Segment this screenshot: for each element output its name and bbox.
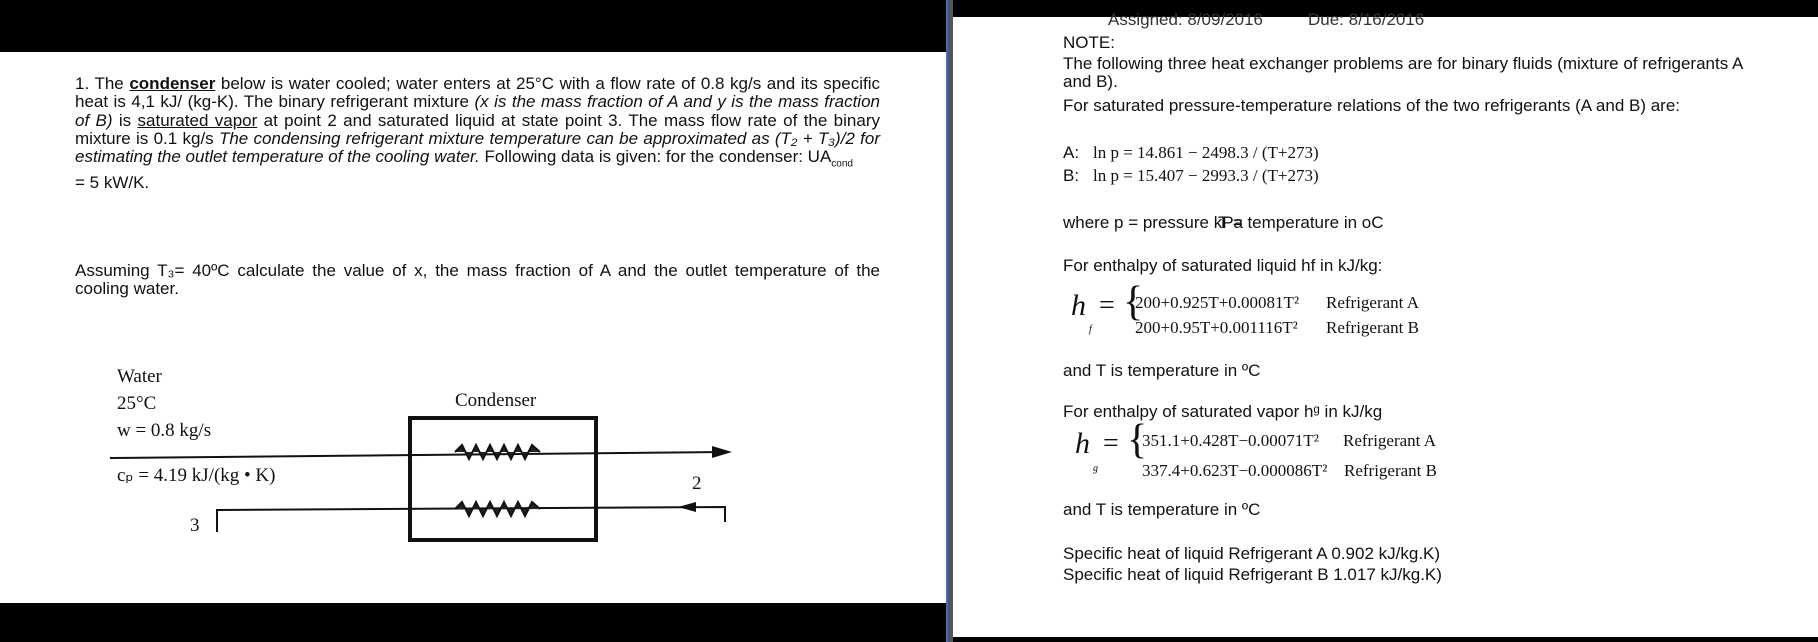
where-t: T = temperature in oC bbox=[1218, 213, 1384, 232]
hf-heading: For enthalpy of saturated liquid hf in kJ/kg: bbox=[1063, 256, 1383, 275]
eq-a: ln p = 14.861 − 2498.3 / (T+273) bbox=[1093, 143, 1319, 162]
brace: { bbox=[1127, 417, 1148, 463]
hg-heading: For enthalpy of saturated vapor hᵍ in kJ/kg bbox=[1063, 402, 1383, 421]
ua-subscript: cond bbox=[831, 158, 853, 170]
hf-b: 200+0.95T+0.001116T² bbox=[1135, 318, 1298, 337]
water-cp: cₚ = 4.19 kJ/(kg • K) bbox=[117, 465, 276, 486]
problem-page bbox=[0, 52, 946, 603]
text: at point 2 and saturated liquid at state point 3. The mass flow rate of the binary mixture is 0.1 kg/s bbox=[75, 110, 880, 148]
hf-ref-b: Refrigerant B bbox=[1326, 318, 1419, 337]
coil-bottom bbox=[455, 502, 540, 516]
hf-a: 200+0.925T+0.00081T² bbox=[1135, 293, 1300, 312]
water-flow: w = 0.8 kg/s bbox=[117, 420, 212, 441]
text: below is water cooled; water enters at 25°C with a flow rate of 0.8 kg/s and its specific heat is 4,1 kJ/ (kg-K). The binary refrigerant mixture bbox=[75, 74, 880, 112]
water-temp: 25°C bbox=[117, 393, 157, 414]
condenser-diagram bbox=[0, 52, 946, 603]
ua-value: = 5 kW/K. bbox=[75, 172, 150, 192]
t-note-2: and T is temperature in ºC bbox=[1063, 500, 1261, 519]
text: Following data is given: for the condenser: UA bbox=[479, 147, 832, 167]
hf-ref-a: Refrigerant A bbox=[1326, 293, 1419, 312]
text: is bbox=[112, 110, 138, 130]
water-line bbox=[110, 452, 725, 458]
hg-subscript: g bbox=[1093, 463, 1098, 474]
water-label: Water bbox=[117, 366, 162, 387]
eq-b: ln p = 15.407 − 2993.3 / (T+273) bbox=[1093, 166, 1319, 185]
hg-symbol: h bbox=[1075, 427, 1090, 460]
note-title: NOTE: bbox=[1063, 33, 1115, 52]
hf-symbol: h bbox=[1071, 289, 1086, 322]
hf-subscript: f bbox=[1089, 324, 1092, 335]
equals-sign: = bbox=[1103, 428, 1119, 459]
eq-b-label: B: bbox=[1063, 166, 1080, 185]
mixture-note: (x is the mass fraction of A and y is the mass fraction of B) bbox=[75, 92, 880, 130]
question: Assuming T₃= 40ºC calculate the value of x, the mass fraction of A and the outlet temperature of the cooling water. bbox=[75, 261, 880, 299]
t-note-1: and T is temperature in ºC bbox=[1063, 361, 1261, 380]
arrow-left-icon bbox=[678, 502, 696, 512]
note-line1: The following three heat exchanger problems are for binary fluids (mixture of refrigerants A and B). bbox=[1063, 54, 1743, 91]
point-3-label: 3 bbox=[190, 515, 200, 536]
text: The bbox=[94, 74, 130, 93]
approximation-note: The condensing refrigerant mixture temperature can be approximated as (T₂ + T₃)/2 for estimating the outlet temperature of the cooling water. bbox=[75, 128, 880, 167]
equals-sign: = bbox=[1099, 290, 1115, 321]
hg-b: 337.4+0.623T−0.000086T² bbox=[1142, 461, 1328, 480]
cp-a: Specific heat of liquid Refrigerant A 0.902 kJ/kg.K) bbox=[1063, 544, 1441, 563]
problem-number: 1. bbox=[75, 74, 90, 93]
coil-top bbox=[455, 445, 540, 459]
saturated-vapor: saturated vapor bbox=[137, 110, 258, 130]
condenser-label: Condenser bbox=[455, 390, 537, 411]
brace: { bbox=[1123, 279, 1144, 325]
hg-a: 351.1+0.428T−0.00071T² bbox=[1142, 431, 1319, 450]
hg-ref-a: Refrigerant A bbox=[1343, 431, 1436, 450]
assigned-date: Assigned: 8/09/2016 bbox=[1108, 10, 1264, 29]
due-date: Due: 8/16/2016 bbox=[1308, 10, 1425, 29]
condenser-word: condenser bbox=[129, 74, 216, 93]
eq-a-label: A: bbox=[1063, 143, 1080, 162]
where-p: where p = pressure kPa bbox=[1063, 213, 1244, 232]
cp-b: Specific heat of liquid Refrigerant B 1.017 kJ/kg.K) bbox=[1063, 565, 1442, 584]
condenser-box bbox=[410, 418, 596, 540]
point-2-label: 2 bbox=[692, 473, 702, 494]
hg-ref-b: Refrigerant B bbox=[1344, 461, 1437, 480]
note-line2: For saturated pressure-temperature relations of the two refrigerants (A and B) are: bbox=[1063, 96, 1681, 115]
arrow-right-icon bbox=[712, 446, 732, 458]
note-page bbox=[953, 10, 1818, 637]
